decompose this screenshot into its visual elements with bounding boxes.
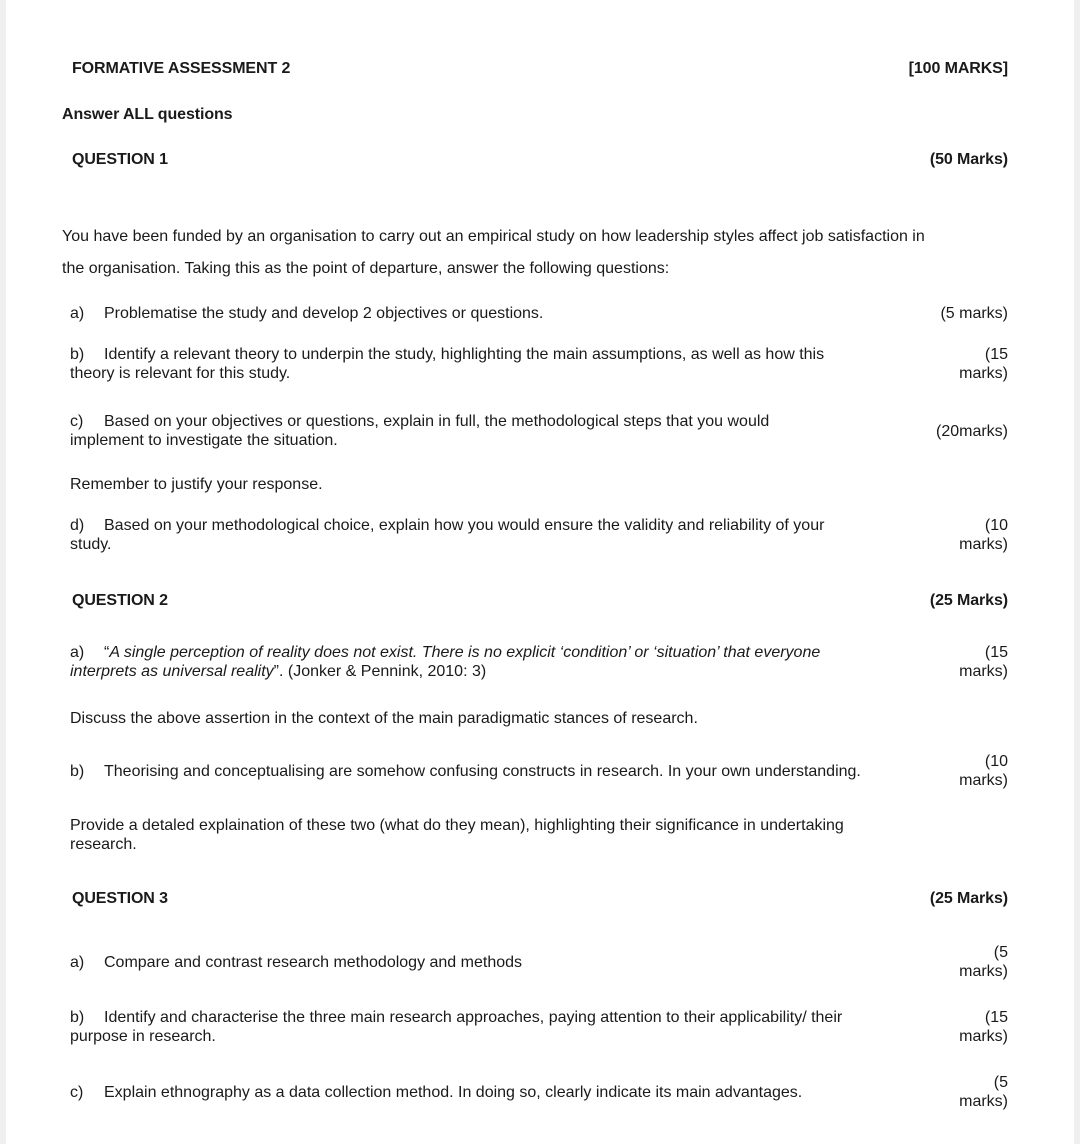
- question-2a-quote-line1: A single perception of reality does not exist. There is no explicit ‘condition’ or ‘situation’ that everyone: [109, 644, 821, 661]
- question-3c-marks-line2: marks): [959, 1093, 1008, 1110]
- question-1a-text: Problematise the study and develop 2 objectives or questions.: [104, 304, 544, 322]
- question-1d-marks-line1: (10: [984, 517, 1008, 534]
- question-1b-label: b): [70, 346, 85, 363]
- question-3-title: QUESTION 3: [72, 890, 168, 907]
- question-2-marks: (25 Marks): [929, 592, 1008, 609]
- assessment-title: FORMATIVE ASSESSMENT 2: [72, 60, 291, 77]
- question-2a: [70, 642, 1008, 682]
- question-1c-label: c): [70, 413, 84, 430]
- question-1-intro-line1: You have been funded by an organisation to carry out an empirical study on how leadership styles affect job satisfaction in: [62, 228, 925, 245]
- question-2-provide: [70, 816, 844, 854]
- question-1c-marks: (20marks): [935, 422, 1008, 440]
- question-2-title: QUESTION 2: [72, 592, 168, 609]
- question-1a-marks: (5 marks): [940, 304, 1008, 322]
- question-2a-marks-line2: marks): [959, 663, 1008, 680]
- question-1d-text-line2: study.: [70, 536, 112, 553]
- question-3c-text: Explain ethnography as a data collection method. In doing so, clearly indicate its main advantages.: [104, 1083, 803, 1101]
- question-3a-text: Compare and contrast research methodology and methods: [104, 953, 523, 971]
- question-3b-label: b): [70, 1009, 85, 1026]
- question-2-discuss: Discuss the above assertion in the context of the main paradigmatic stances of research.: [70, 710, 698, 727]
- question-2b-label: b): [70, 762, 85, 780]
- question-3-marks: (25 Marks): [929, 890, 1008, 907]
- question-1a-label: a): [70, 304, 85, 322]
- question-3a-marks-line2: marks): [959, 963, 1008, 980]
- question-1b-text-line1: Identify a relevant theory to underpin the study, highlighting the main assumptions, as well as how this: [104, 346, 825, 363]
- question-2-provide-line1: Provide a detaled explaination of these two (what do they mean), highlighting their significance in undertaking: [70, 817, 844, 834]
- question-1c-text-line2: implement to investigate the situation.: [70, 432, 338, 449]
- question-1d-text-line1: Based on your methodological choice, explain how you would ensure the validity and reliability of your: [104, 517, 825, 534]
- question-1b-marks-line2: marks): [959, 365, 1008, 382]
- question-3c-label: c): [70, 1083, 84, 1101]
- question-2b-text: Theorising and conceptualising are somehow confusing constructs in research. In your own understanding.: [104, 762, 861, 780]
- question-2b-marks-line2: marks): [959, 772, 1008, 789]
- question-3c: [70, 1072, 1008, 1112]
- question-1a: [70, 302, 1008, 324]
- question-2a-citation: ”. (Jonker & Pennink, 2010: 3): [273, 663, 487, 680]
- question-3a-marks-line1: (5: [993, 944, 1008, 961]
- question-1-marks: (50 Marks): [929, 151, 1008, 168]
- question-1b-marks-line1: (15: [984, 346, 1008, 363]
- question-1d: [70, 515, 1008, 555]
- question-3a: [70, 942, 1008, 982]
- question-3b-text-line2: purpose in research.: [70, 1028, 216, 1045]
- question-1c-text-line1: Based on your objectives or questions, explain in full, the methodological steps that you would: [104, 413, 770, 430]
- question-1d-label: d): [70, 517, 85, 534]
- question-3b: [70, 1007, 1008, 1047]
- question-1-title: QUESTION 1: [72, 151, 168, 168]
- question-3b-text-line1: Identify and characterise the three main research approaches, paying attention to their applicability/ their: [104, 1009, 843, 1026]
- question-3c-marks-line1: (5: [993, 1074, 1008, 1091]
- question-2a-label: a): [70, 644, 85, 661]
- question-2-provide-line2: research.: [70, 836, 137, 853]
- question-3b-marks-line1: (15: [984, 1009, 1008, 1026]
- question-2a-marks-line1: (15: [984, 644, 1008, 661]
- question-1b-text-line2: theory is relevant for this study.: [70, 365, 291, 382]
- total-marks: [100 MARKS]: [908, 60, 1008, 77]
- question-1-intro-line2: the organisation. Taking this as the point of departure, answer the following questions:: [62, 260, 670, 277]
- question-1d-marks-line2: marks): [959, 536, 1008, 553]
- question-1c: [70, 411, 1008, 451]
- question-3b-marks-line2: marks): [959, 1028, 1008, 1045]
- question-3a-label: a): [70, 953, 85, 971]
- question-2b-marks-line1: (10: [984, 753, 1008, 770]
- question-1b: [70, 344, 1008, 384]
- question-2a-quote-line2: interprets as universal reality: [70, 663, 274, 680]
- question-2a-quote-open: “: [104, 644, 110, 661]
- document-page: [6, 0, 1074, 1144]
- instruction: Answer ALL questions: [62, 106, 233, 123]
- question-1-remember: Remember to justify your response.: [70, 476, 323, 493]
- question-2b: [70, 749, 1008, 793]
